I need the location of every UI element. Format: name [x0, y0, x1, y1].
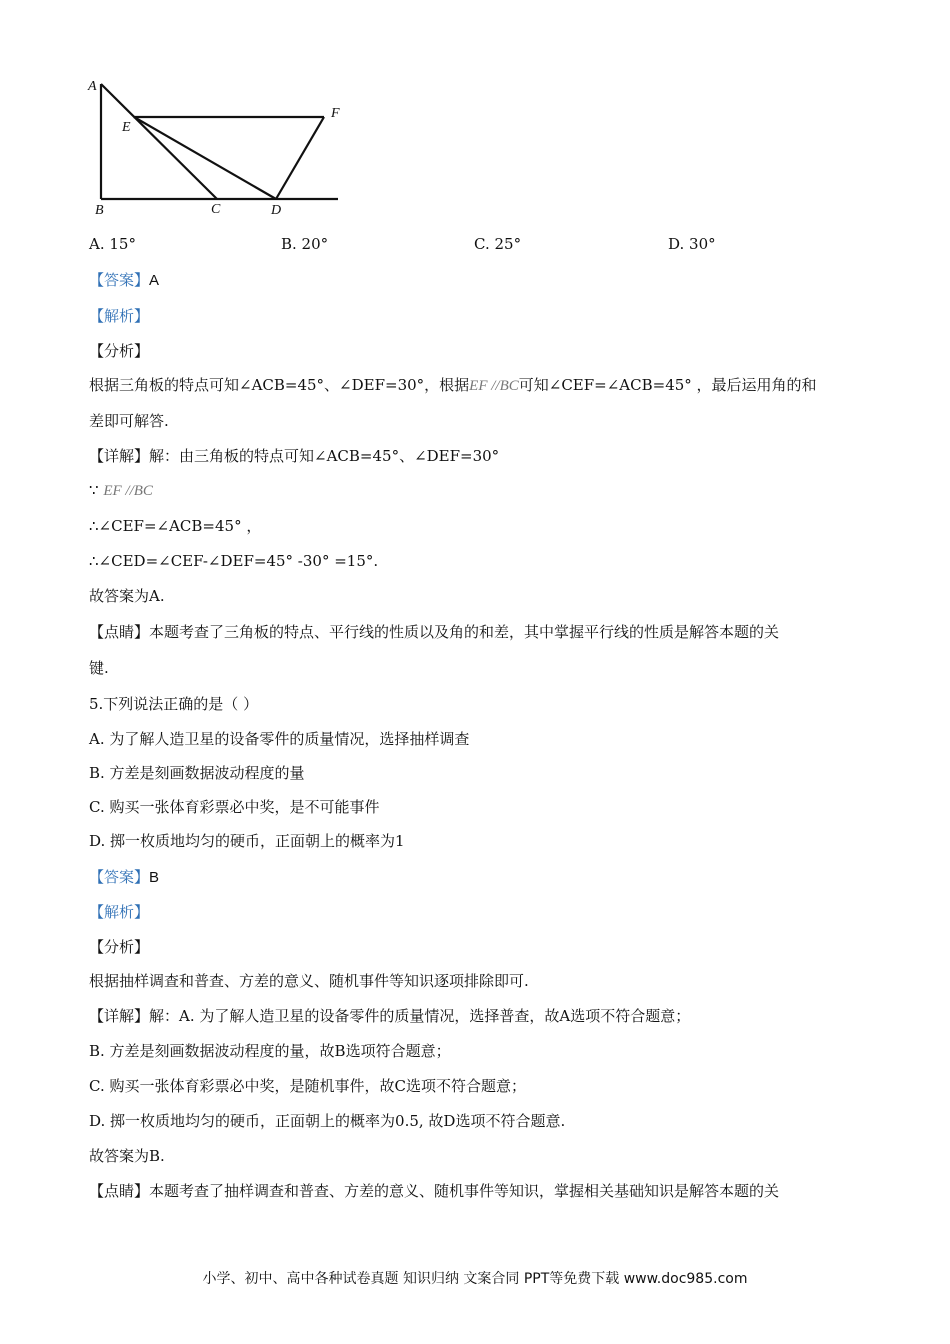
point-label-c: C	[211, 202, 221, 217]
q5-dianjing	[89, 1181, 779, 1201]
point-label-b: B	[95, 203, 104, 218]
fenxi-math: EF //BC	[469, 378, 519, 394]
answer-tag: 【答案】	[89, 868, 150, 886]
because-symbol: ∵	[89, 481, 99, 499]
q4-option-b: B. 20°	[281, 235, 329, 253]
detail-tag: 【详解】	[89, 447, 150, 465]
q4-dianjing	[89, 622, 779, 642]
fenxi-text-a: 根据三角板的特点可知∠ACB=45°、∠DEF=30°，根据	[89, 376, 470, 394]
q4-answer	[89, 270, 159, 291]
q4-fenxi-tag: 【分析】	[89, 342, 150, 360]
dianjing-tag: 【点睛】	[89, 623, 150, 641]
q5-fenxi-tag: 【分析】	[89, 938, 150, 956]
q4-fenxi-line1	[89, 375, 817, 396]
geometry-figure	[84, 74, 354, 224]
q4-option-d: D. 30°	[668, 235, 716, 253]
q5-option-d: D. 掷一枚质地均匀的硬币，正面朝上的概率为1	[89, 832, 405, 850]
q4-option-c: C. 25°	[474, 235, 522, 253]
q5-detail-d: D. 掷一枚质地均匀的硬币，正面朝上的概率为0.5, 故D选项不符合题意.	[89, 1112, 566, 1130]
q5-option-a: A. 为了解人造卫星的设备零件的质量情况，选择抽样调查	[89, 730, 470, 748]
q5-option-b: B. 方差是刻画数据波动程度的量	[89, 764, 305, 782]
detail-text: 解：由三角板的特点可知∠ACB=45°、∠DEF=30°	[149, 447, 500, 465]
q4-detail	[89, 446, 499, 466]
q5-fenxi: 根据抽样调查和普查、方差的意义、随机事件等知识逐项排除即可.	[89, 972, 529, 990]
q4-step-2: ∴∠CED=∠CEF-∠DEF=45° -30° =15°.	[89, 552, 379, 570]
page-footer: 小学、初中、高中各种试卷真题 知识归纳 文案合同 PPT等免费下载 www.doc985.com	[202, 1271, 748, 1287]
detail-tag: 【详解】	[89, 1007, 150, 1025]
segment-ac	[101, 84, 217, 199]
answer-tag: 【答案】	[89, 271, 150, 289]
point-label-a: A	[88, 79, 97, 94]
q4-option-a: A. 15°	[89, 235, 136, 253]
q5-detail	[89, 1006, 690, 1026]
point-label-f: F	[331, 106, 340, 121]
point-label-d: D	[271, 203, 282, 218]
q4-because	[89, 480, 153, 501]
q4-conclusion: 故答案为A.	[89, 587, 165, 605]
dianjing-text: 本题考查了抽样调查和普查、方差的意义、随机事件等知识，掌握相关基础知识是解答本题的关	[149, 1182, 780, 1200]
point-label-e: E	[122, 120, 131, 135]
q4-step-1: ∴∠CEF=∠ACB=45° ，	[89, 517, 262, 535]
q5-detail-c: C. 购买一张体育彩票必中奖，是随机事件，故C选项不符合题意；	[89, 1077, 526, 1095]
q5-detail-b: B. 方差是刻画数据波动程度的量，故B选项符合题意；	[89, 1042, 451, 1060]
because-math: EF //BC	[103, 483, 153, 499]
q4-dianjing-line2: 键.	[89, 659, 109, 677]
q5-jiexi-tag: 【解析】	[89, 903, 150, 921]
dianjing-text: 本题考查了三角板的特点、平行线的性质以及角的和差，其中掌握平行线的性质是解答本题的关	[149, 623, 780, 641]
q5-option-c: C. 购买一张体育彩票必中奖，是不可能事件	[89, 798, 380, 816]
dianjing-tag: 【点睛】	[89, 1182, 150, 1200]
q5-conclusion: 故答案为B.	[89, 1147, 165, 1165]
detail-text: 解：A. 为了解人造卫星的设备零件的质量情况，选择普查，故A选项不符合题意；	[149, 1007, 691, 1025]
segment-fd	[276, 117, 324, 199]
q4-fenxi-line2: 差即可解答.	[89, 412, 169, 430]
answer-value: A	[149, 272, 160, 289]
fenxi-text-b: 可知∠CEF=∠ACB=45° ，最后运用角的和	[518, 376, 817, 394]
q4-jiexi-tag: 【解析】	[89, 307, 150, 325]
q5-answer	[89, 867, 159, 888]
answer-value: B	[149, 869, 160, 886]
q5-question: 5.下列说法正确的是（ ）	[89, 695, 259, 713]
